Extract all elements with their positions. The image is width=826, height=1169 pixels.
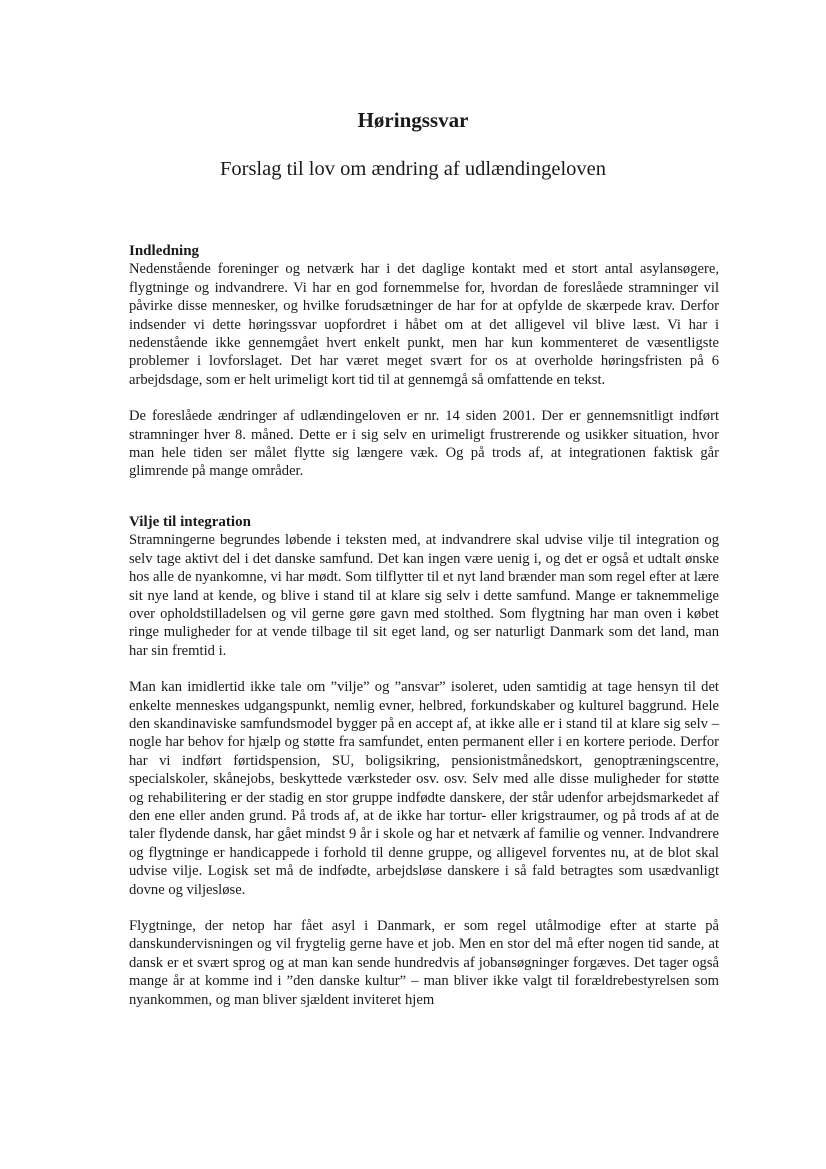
document-title: Høringssvar xyxy=(357,108,469,132)
document-body xyxy=(129,242,719,1009)
section-heading-vilje: Vilje til integration xyxy=(129,513,251,530)
document-subtitle: Forslag til lov om ændring af udlændingeloven xyxy=(219,158,607,180)
paragraph: Flygtninge, der netop har fået asyl i Danmark, er som regel utålmodige efter at starte på danskundervisningen og vil frygtelig gerne have et job. Men en stor del må efter nogen tid sande, at dansk er et svært sprog og at man kan sende hundredvis af jobansøgninger forgæves. Det tager også mange år at komme ind i ”den danske kultur” – man bliver ikke valgt til forældrebestyrelsen som nyankommen, og man bliver sjældent inviteret hjem xyxy=(129,918,719,1008)
paragraph: Stramningerne begrundes løbende i teksten med, at indvandrere skal udvise vilje til integration og selv tage aktivt del i det danske samfund. Det kan ingen være uenig i, og det er også et udtalt ønske hos alle de nyankomne, vi har mødt. Som tilflytter til et nyt land brænder man som regel efter at lære sit nye land at kende, og blive i stand til at klare sig selv i dette samfund. Mange er taknemmelige over opholdstilladelsen og vil gerne gøre gavn med stolthed. Som flygtning har man oven i købet ringe muligheder for at vende tilbage til sit eget land, og ser naturligt Danmark som det land, man har sin fremtid i. xyxy=(129,532,719,659)
paragraph: Man kan imidlertid ikke tale om ”vilje” og ”ansvar” isoleret, uden samtidig at tage hensyn til det enkelte menneskes udgangspunkt, nemlig evner, helbred, forkundskaber og kulturel baggrund. Hele den skandinaviske samfundsmodel bygger på en accept af, at ikke alle er i stand til at klare sig selv – nogle har behov for hjælp og støtte fra samfundet, enten permanent eller i en kortere periode. Derfor har vi indført førtidspension, SU, boligsikring, pensionistmånedskort, genoptræningscentre, specialskoler, skånejobs, beskyttede værksteder osv. osv. Selv med alle disse muligheder for støtte og rehabilitering er der stadig en stor gruppe indfødte danskere, der står udenfor arbejdsmarkedet af den ene eller anden grund. På trods af, at de ikke har tortur- eller krigstraumer, og på trods af at de taler flydende dansk, har gået mindst 9 år i skole og har et netværk af familie og venner. Indvandrere og flygtninge er handicappede i forhold til denne gruppe, og alligevel forventes nu, at de blot skal udvise vilje. Logisk set må de indfødte, arbejdsløse danskere i så fald betragtes som usædvanligt dovne og viljesløse. xyxy=(129,679,719,898)
section-heading-indledning: Indledning xyxy=(129,243,200,259)
paragraph: De foreslåede ændringer af udlændingeloven er nr. 14 siden 2001. Der er gennemsnitligt indført stramninger hver 8. måned. Dette er i sig selv en urimeligt frustrerende og usikker situation, hvor man hele tiden ser målet flytte sig længere væk. Og på trods af, at integrationen faktisk går glimrende på mange områder. xyxy=(129,408,719,480)
paragraph: Nedenstående foreninger og netværk har i det daglige kontakt med et stort antal asylansøgere, flygtninge og indvandrere. Vi har en god fornemmelse for, hvordan de foreslåede stramninger vil påvirke disse mennesker, og hvilke forudsætninger de har for at opfylde de skærpede krav. Derfor indsender vi dette høringssvar uopfordret i håbet om at det alligevel vil blive læst. Vi har i nedenstående ikke gennemgået hvert enkelt punkt, men har kun kommenteret de væsentligste problemer i lovforslaget. Det har været meget svært for os at overholde høringsfristen på 6 arbejdsdage, som er helt urimeligt kort tid til at gennemgå så omfattende en tekst. xyxy=(129,261,719,388)
